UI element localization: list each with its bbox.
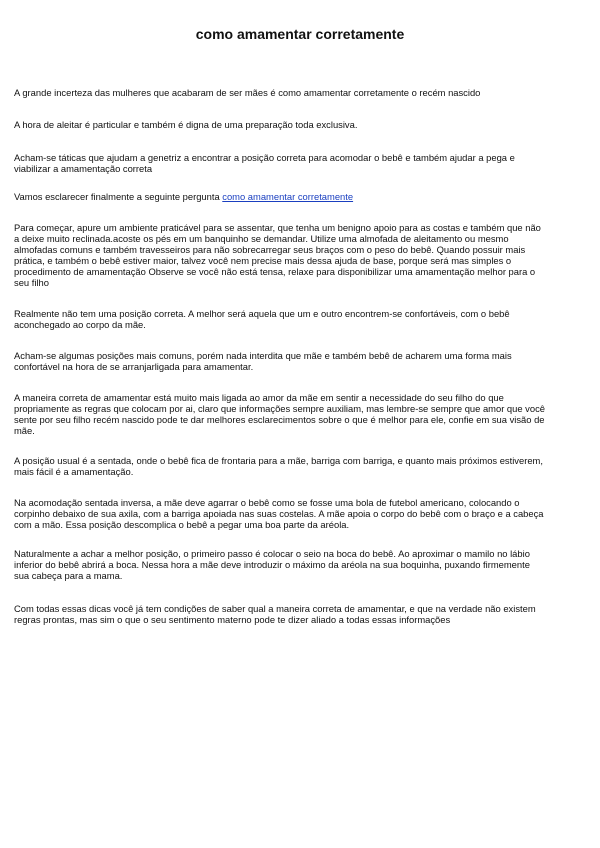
- paragraph-love: A maneira correta de amamentar está muito mais ligada ao amor da mãe em sentir a necessidade do seu filho do que propriamente as regras que colocam por ai, claro que informações sempre auxiliam, mas lembre-se sempre que amor que você sente por seu filho recém nascido pode te dar melhores esclarecimentos sobre o que é melhor para ele, confie em sua visão de mãe.: [14, 392, 545, 436]
- paragraph-environment: Para começar, apure um ambiente praticável para se assentar, que tenha um benigno apoio para as costas e também que não a deixe muito reclinada.acoste os pés em um banquinho se demandar. Utilize uma almofada de aleitamento ou mesmo almofadas comuns e também travesseiros para não sobrecarregar seus braços com o peso do bebê. Quando possuir mais prática, e também o bebê estiver maior, talvez você nem precise mais dessa ajuda de base, porque será mas simples o procedimento de amamentação Observe se você não está tensa, relaxe para disponibilizar uma amamentação melhor para o seu filho: [14, 222, 541, 288]
- paragraph-question: [14, 191, 574, 202]
- question-link[interactable]: como amamentar corretamente: [222, 191, 354, 202]
- page-title: como amamentar corretamente: [195, 26, 405, 42]
- paragraph-no-correct-position: Realmente não tem uma posição correta. A melhor será aquela que um e outro encontrem-se confortáveis, com o bebê aconchegado ao corpo da mãe.: [14, 308, 510, 330]
- paragraph-conclusion: Com todas essas dicas você já tem condições de saber qual a maneira correta de amamentar, e que na verdade não existem regras prontas, mas sim o que o seu sentimento materno pode te dizer aliado a todas essas informações: [14, 603, 536, 625]
- paragraph-intro: A grande incerteza das mulheres que acabaram de ser mães é como amamentar corretamente o recém nascido: [14, 87, 481, 98]
- paragraph-tactics: Acham-se táticas que ajudam a genetriz a encontrar a posição correta para acomodar o bebê e também ajudar a pega e viabilizar a amamentação correta: [14, 152, 515, 174]
- paragraph-first-step: Naturalmente a achar a melhor posição, o primeiro passo é colocar o seio na boca do bebê. Ao aproximar o mamilo no lábio inferior do bebê abrirá a boca. Nessa hora a mãe deve introduzir o máximo da aréola na sua boquinha, puxando firmemente sua cabeça para a mama.: [14, 548, 530, 581]
- paragraph-preparation: A hora de aleitar é particular e também é digna de uma preparação toda exclusiva.: [14, 119, 358, 130]
- paragraph-seated-position: A posição usual é a sentada, onde o bebê fica de frontaria para a mãe, barriga com barriga, e quanto mais próximos estiverem, mais fácil é a amamentação.: [14, 455, 543, 477]
- paragraph-common-positions: Acham-se algumas posições mais comuns, porém nada interdita que mãe e também bebê de acharem uma forma mais confortável na hora de se arranjarligada para amamentar.: [14, 350, 512, 372]
- paragraph-inverted-position: Na acomodação sentada inversa, a mãe deve agarrar o bebê como se fosse uma bola de futebol americano, colocando o corpinho debaixo de sua axila, com a barriga apoiada nas suas costelas. A mãe apoia o corpo do bebê com o braço e a cabeça com a mão. Essa posição descomplica o bebê a pegar uma boa parte da aréola.: [14, 497, 544, 530]
- question-intro-text: Vamos esclarecer finalmente a seguinte pergunta: [14, 191, 223, 202]
